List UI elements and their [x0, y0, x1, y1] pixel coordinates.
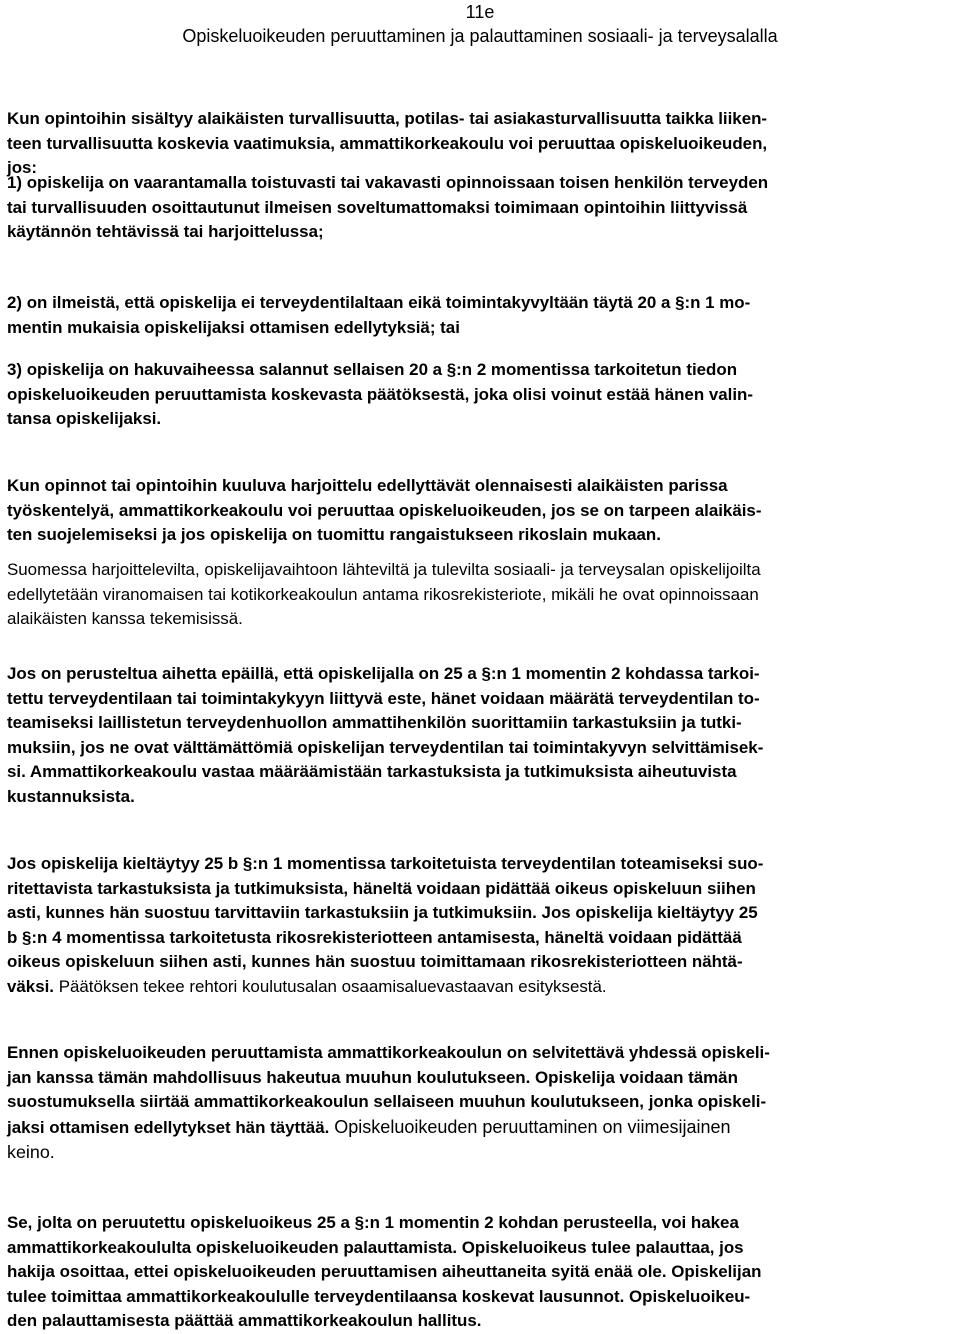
text-line: ritettavista tarkastuksista ja tutkimuksista, häneltä voidaan pidättää oikeus opiskeluun siihen [7, 878, 756, 898]
text-line: Se, jolta on peruutettu opiskeluoikeus 25 a §:n 1 momentin 2 kohdan perusteella, voi hakea [7, 1213, 739, 1232]
text-line: jan kanssa tämän mahdollisuus hakeutua muuhun koulutukseen. Opiskelija voidaan tämän [7, 1067, 738, 1087]
list-item-2 [7, 291, 957, 340]
paragraph-criminal-record [7, 558, 957, 632]
paragraph-restoration [7, 1211, 957, 1334]
text-line: tansa opiskelijaksi. [7, 409, 162, 428]
text-line: asti, kunnes hän suostuu tarvittaviin tarkastuksiin ja tutkimuksiin. Jos opiskelija kieltäytyy 25 [7, 903, 758, 922]
text-normal: Päätöksen tekee rehtori koulutusalan osaamisaluevastaavan esityksestä. [54, 976, 607, 996]
text-line: suostumuksella siirtää ammattikorkeakoulun sellaiseen muuhun koulutukseen, jonka opiskeli- [7, 1092, 767, 1111]
text-line: hakija osoittaa, ettei opiskeluoikeuden peruuttamisen aiheuttaneita syitä enää ole. Opiskelijan [7, 1262, 762, 1281]
text-line [7, 975, 957, 1000]
paragraph-refusal [7, 852, 957, 999]
text-line: ammattikorkeakoululta opiskeluoikeuden palauttamista. Opiskeluoikeus tulee palauttaa, jos [7, 1237, 744, 1257]
paragraph-alternative-education [7, 1041, 957, 1165]
text-line: b §:n 4 momentissa tarkoitetusta rikosrekisteriotteen antamisesta, häneltä voidaan pidättää [7, 927, 742, 947]
list-item-3 [7, 358, 957, 432]
section-number: 11e [465, 2, 495, 22]
text-line: jos: [7, 158, 38, 177]
text-line: kustannuksista. [7, 786, 135, 806]
text-line: keino. [7, 1142, 55, 1162]
paragraph-minors [7, 474, 957, 548]
text-line: tulee toimittaa ammattikorkeakoululle terveydentilaansa koskevat lausunnot. Opiskeluoikeu- [7, 1286, 751, 1306]
paragraph-intro [7, 107, 957, 181]
text-line: Kun opinnot tai opintoihin kuuluva harjoittelu edellyttävät olennaisesti alaikäisten parissa [7, 476, 728, 495]
text-line: tettu terveydentilaan tai toimintakykyyn liittyvä este, hänet voidaan määrätä terveydentilan to- [7, 688, 760, 708]
text-line: Ennen opiskeluoikeuden peruuttamista ammattikorkeakoulun on selvitettävä yhdessä opiskeli- [7, 1043, 770, 1062]
list-item-1 [7, 171, 957, 245]
text-line: opiskeluoikeuden peruuttamista koskevasta päätöksestä, joka olisi voinut estää hänen valin- [7, 384, 754, 404]
text-normal: Opiskeluoikeuden peruuttaminen on viimesijainen [329, 1116, 731, 1137]
text-line: teamiseksi laillistetun terveydenhuollon ammattihenkilön suorittamiin tarkastuksiin ja tutki- [7, 713, 742, 732]
text-line: 2) on ilmeistä, että opiskelija ei terveydentilaltaan eikä toimintakyvyltään täytä 20 a §:n 1 mo- [7, 293, 751, 312]
text-line: Jos on perusteltua aihetta epäillä, että opiskelijalla on 25 a §:n 1 momentin 2 kohdassa tarkoi- [7, 664, 760, 683]
text-line: si. Ammattikorkeakoulu vastaa määräämistään tarkastuksista ja tutkimuksista aiheutuvista [7, 762, 737, 781]
text-bold: väksi. [7, 976, 55, 996]
text-line: den palauttamisesta päättää ammattikorkeakoulun hallitus. [7, 1311, 482, 1330]
text-line: Jos opiskelija kieltäytyy 25 b §:n 1 momentissa tarkoitetuista terveydentilan toteamiseksi suo- [7, 854, 764, 873]
text-line: tai turvallisuuden osoittautunut ilmeisen soveltumattomaksi toimimaan opintoihin liittyvissä [7, 197, 748, 217]
text-line: edellytetään viranomaisen tai kotikorkeakoulun antama rikosrekisteriote, mikäli he ovat opinnoissaan [7, 584, 759, 604]
text-line: työskentelyä, ammattikorkeakoulu voi peruuttaa opiskeluoikeuden, jos se on tarpeen alaikäis- [7, 500, 762, 520]
text-line: teen turvallisuutta koskevia vaatimuksia, ammattikorkeakoulu voi peruuttaa opiskeluoikeuden, [7, 133, 768, 153]
text-line: oikeus opiskeluun siihen asti, kunnes hän suostuu toimittamaan rikosrekisteriotteen nähtä- [7, 952, 743, 971]
text-line: alaikäisten kanssa tekemisissä. [7, 609, 243, 628]
text-line [7, 1115, 957, 1141]
text-line: ten suojelemiseksi ja jos opiskelija on tuomittu rangaistukseen rikoslain mukaan. [7, 525, 661, 544]
section-title: Opiskeluoikeuden peruuttaminen ja palauttaminen sosiaali- ja terveysalalla [182, 26, 778, 46]
section-header [0, 0, 960, 48]
text-line: Kun opintoihin sisältyy alaikäisten turvallisuutta, potilas- tai asiakasturvallisuutta taikka liiken- [7, 109, 768, 128]
text-line: 3) opiskelija on hakuvaiheessa salannut sellaisen 20 a §:n 2 momentissa tarkoitetun tiedon [7, 360, 738, 379]
text-line: 1) opiskelija on vaarantamalla toistuvasti tai vakavasti opinnoissaan toisen henkilön terveyden [7, 173, 769, 192]
text-line: Suomessa harjoittelevilta, opiskelijavaihtoon lähteviltä ja tulevilta sosiaali- ja terveysalan opiskelijoilta [7, 560, 761, 579]
text-line: mentin mukaisia opiskelijaksi ottamisen edellytyksiä; tai [7, 317, 460, 337]
paragraph-health-examination [7, 662, 957, 809]
text-bold: jaksi ottamisen edellytykset hän täyttää. [7, 1117, 330, 1137]
text-line: muksiin, jos ne ovat välttämättömiä opiskelijan terveydentilan tai toimintakyvyn selvittämisek- [7, 737, 764, 757]
text-line: käytännön tehtävissä tai harjoittelussa; [7, 222, 324, 241]
